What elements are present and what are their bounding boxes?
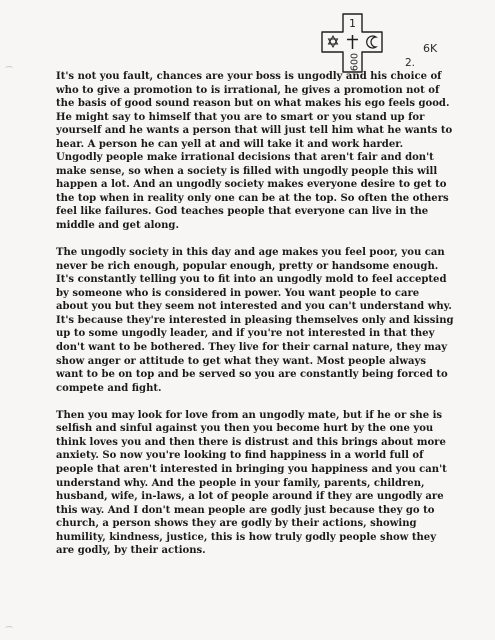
punch-hole-mark (5, 66, 13, 71)
emblem-counter: 600 (349, 52, 361, 72)
paragraph (56, 246, 460, 395)
text-line: Then you may look for love from an ungodly mate, but if he or she is (56, 409, 443, 421)
star-of-david-icon (329, 36, 338, 47)
text-line: the basis of good sound reason but on what makes his ego feels good. (56, 98, 450, 110)
text-line: He might say to himself that you are to smart or you stand up for (56, 111, 425, 123)
text-line: It's constantly telling you to fit into an ungodly mold to feel accepted (56, 274, 447, 286)
text-line: this way. And I don't mean people are godly just because they go to (56, 504, 435, 516)
text-line: who to give a promotion to is irrational, he gives a promotion not of (56, 84, 440, 96)
body-text (56, 70, 460, 558)
margin-label: 6K (423, 42, 438, 55)
text-line: It's not you fault, chances are your boss is ungodly and his choice of (56, 71, 442, 82)
text-line: selfish and sinful against you then you become hurt by the one you (56, 423, 434, 435)
text-line: yourself and he wants a person that will just tell him what he wants to (56, 125, 453, 137)
text-line: feel like failures. God teaches people that everyone can live in the (56, 206, 429, 218)
text-line: by someone who is considered in power. You want people to care (56, 287, 420, 299)
text-line: The ungodly society in this day and age makes you feel poor, you can (56, 247, 445, 259)
text-line: want to be on top and be served so you are constantly being forced to (56, 369, 448, 381)
text-line: husband, wife, in-laws, a lot of people around if they are ungodly are (56, 491, 444, 503)
text-line: Ungodly people make irrational decisions that aren't fair and don't (56, 152, 434, 164)
text-line: anxiety. So now you're looking to find happiness in a world full of (56, 450, 424, 462)
faith-emblem (318, 10, 398, 76)
text-line: the top when in reality only one can be at the top. So often the others (56, 192, 449, 204)
emblem-digit: 1 (349, 17, 356, 30)
text-line: hear. A person he can yell at and will take it and work harder. (56, 138, 404, 150)
text-line: think loves you and then there is distrust and this brings about more (56, 436, 446, 448)
text-line: people that aren't interested in bringing you happiness and you can't (56, 463, 447, 475)
text-line: middle and get along. (56, 220, 179, 232)
paragraph (56, 409, 460, 558)
text-line: compete and fight. (56, 382, 162, 394)
text-line: up to some ungodly leader, and if you're not interested in that they (56, 328, 435, 340)
cross-icon (347, 35, 358, 49)
text-line: about you but they seem not interested and you can't understand why. (56, 301, 452, 313)
text-line: humility, kindness, justice, this is how truly godly people show they (56, 531, 437, 543)
text-line: understand why. And the people in your family, parents, children, (56, 477, 425, 489)
text-line: are godly, by their actions. (56, 545, 206, 557)
text-line: church, a person shows they are godly by their actions, showing (56, 518, 417, 530)
page-number: 2. (405, 57, 416, 69)
text-line: happen a lot. And an ungodly society makes everyone desire to get to (56, 179, 447, 191)
text-line: don't want to be bothered. They live for their carnal nature, they may (56, 341, 448, 353)
text-line: show anger or attitude to get what they want. Most people always (56, 355, 427, 367)
crescent-icon (367, 36, 376, 48)
text-line: never be rich enough, popular enough, pretty or handsome enough. (56, 260, 439, 272)
text-line: make sense, so when a society is filled with ungodly people this will (56, 165, 438, 177)
punch-hole-mark (5, 626, 13, 631)
text-line: It's because they're interested in pleasing themselves only and kissing (56, 314, 454, 326)
paragraph (56, 70, 460, 233)
